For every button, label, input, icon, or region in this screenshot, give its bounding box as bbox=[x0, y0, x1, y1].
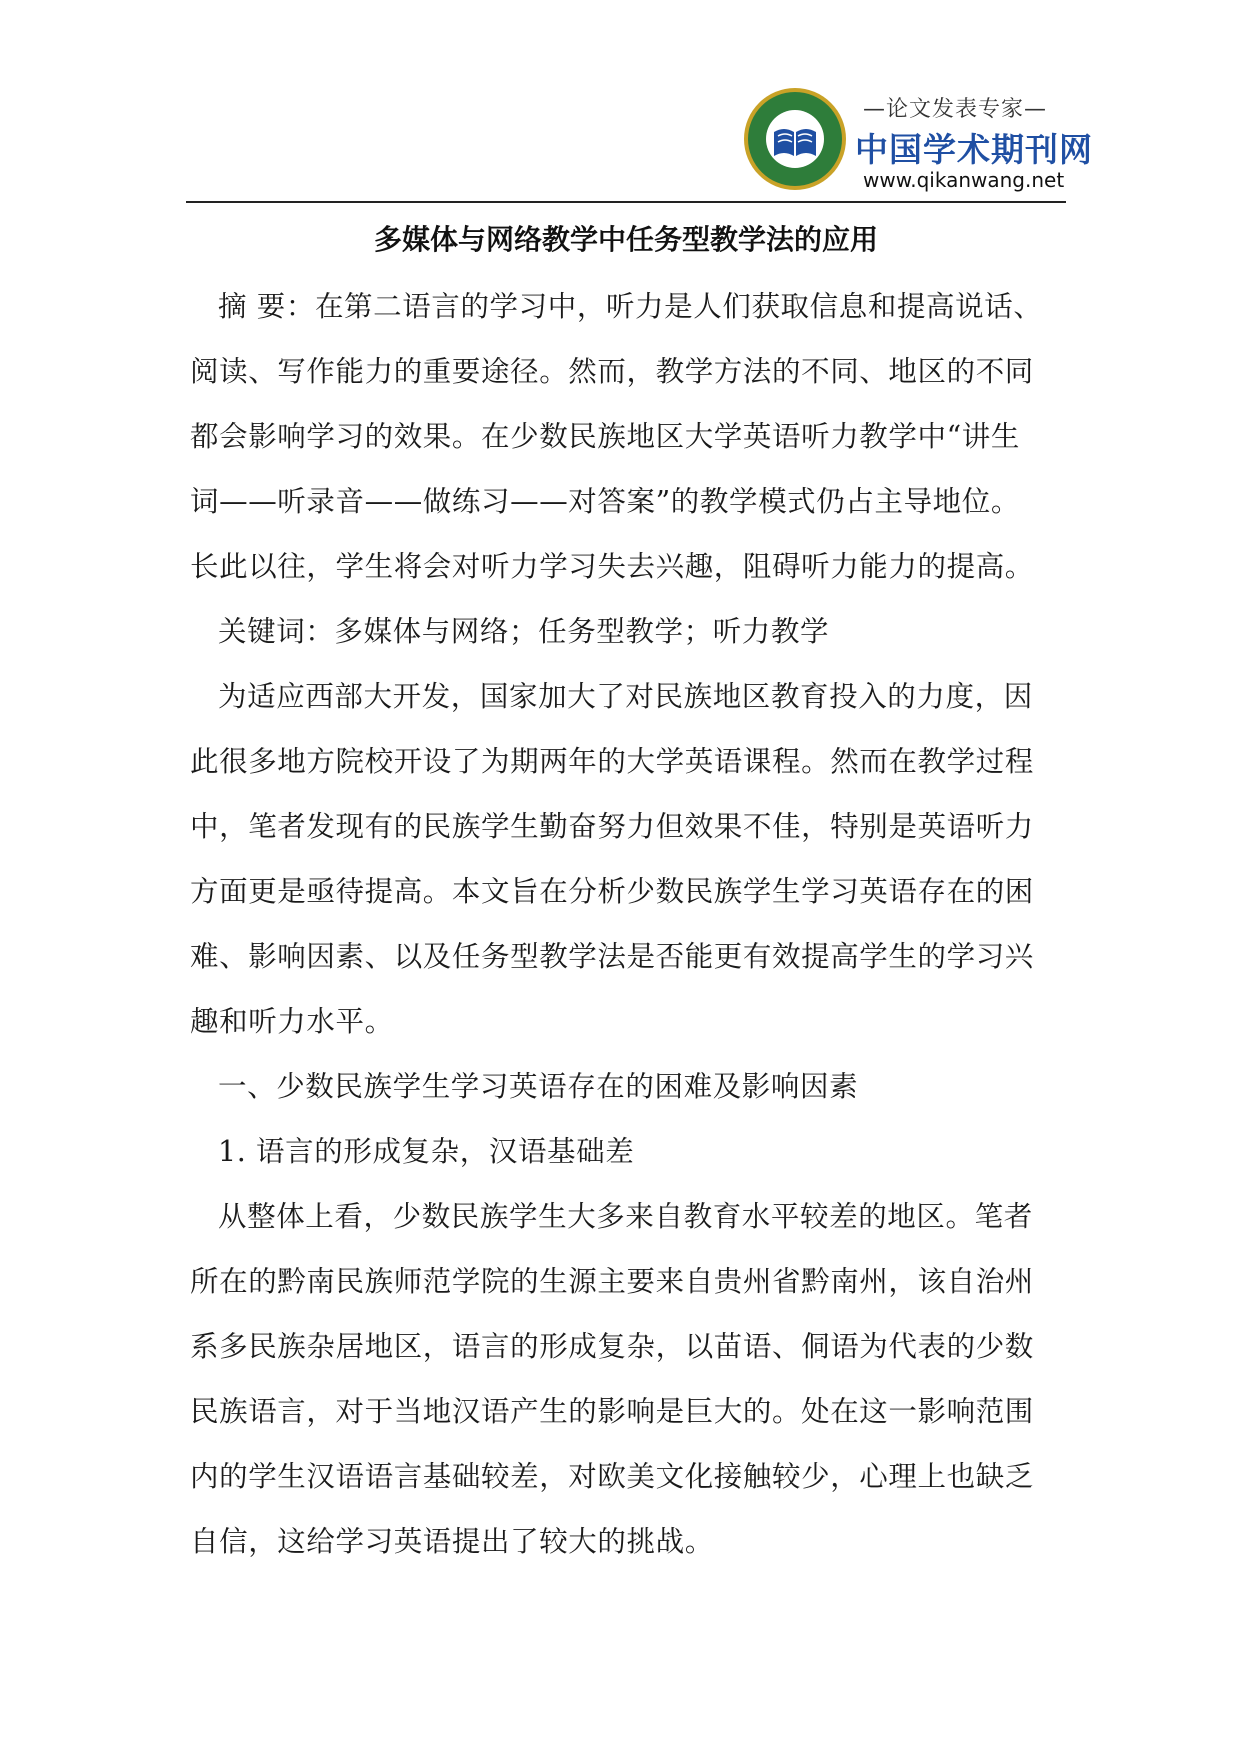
logo-brand-name: 中国学术期刊网 bbox=[855, 130, 1093, 169]
text-line: 内的学生汉语语言基础较差，对欧美文化接触较少，心理上也缺乏 bbox=[190, 1460, 1034, 1493]
text-line: 长此以往，学生将会对听力学习失去兴趣，阻碍听力能力的提高。 bbox=[190, 550, 1034, 583]
text-line: 阅读、写作能力的重要途径。然而，教学方法的不同、地区的不同 bbox=[190, 355, 1034, 388]
qikanwang-logo bbox=[742, 86, 1093, 198]
header-divider bbox=[186, 201, 1066, 203]
text-line: 所在的黔南民族师范学院的生源主要来自贵州省黔南州，该自治州 bbox=[190, 1265, 1034, 1298]
text-line: 关键词：多媒体与网络；任务型教学；听力教学 bbox=[218, 615, 830, 648]
text-line: 此很多地方院校开设了为期两年的大学英语课程。然而在教学过程 bbox=[190, 745, 1034, 778]
logo-url: www.qikanwang.net bbox=[863, 168, 1065, 192]
text-line: 都会影响学习的效果。在少数民族地区大学英语听力教学中“讲生 bbox=[190, 420, 1020, 453]
text-line: 趣和听力水平。 bbox=[190, 1005, 394, 1038]
logo-slogan: —论文发表专家— bbox=[862, 97, 1047, 122]
text-line: 系多民族杂居地区，语言的形成复杂，以苗语、侗语为代表的少数 bbox=[190, 1330, 1034, 1363]
text-line: 词——听录音——做练习——对答案”的教学模式仍占主导地位。 bbox=[190, 485, 1020, 518]
text-line: 自信，这给学习英语提出了较大的挑战。 bbox=[190, 1525, 714, 1558]
article-title: 多媒体与网络教学中任务型教学法的应用 bbox=[373, 223, 878, 256]
text-line: 一、少数民族学生学习英语存在的困难及影响因素 bbox=[218, 1070, 859, 1103]
text-line: 中，笔者发现有的民族学生勤奋努力但效果不佳，特别是英语听力 bbox=[190, 810, 1034, 843]
text-line: 难、影响因素、以及任务型教学法是否能更有效提高学生的学习兴 bbox=[190, 940, 1034, 973]
text-line: 方面更是亟待提高。本文旨在分析少数民族学生学习英语存在的困 bbox=[190, 875, 1034, 908]
text-line: 摘 要：在第二语言的学习中，听力是人们获取信息和提高说话、 bbox=[218, 290, 1043, 323]
text-line: 为适应西部大开发，国家加大了对民族地区教育投入的力度，因 bbox=[218, 680, 1033, 713]
article-body bbox=[190, 274, 1050, 1574]
text-line: 民族语言，对于当地汉语产生的影响是巨大的。处在这一影响范围 bbox=[190, 1395, 1034, 1428]
text-line: 从整体上看，少数民族学生大多来自教育水平较差的地区。笔者 bbox=[218, 1200, 1033, 1233]
qikanwang-seal-icon bbox=[742, 86, 848, 192]
text-line: 1. 语言的形成复杂，汉语基础差 bbox=[218, 1135, 635, 1168]
